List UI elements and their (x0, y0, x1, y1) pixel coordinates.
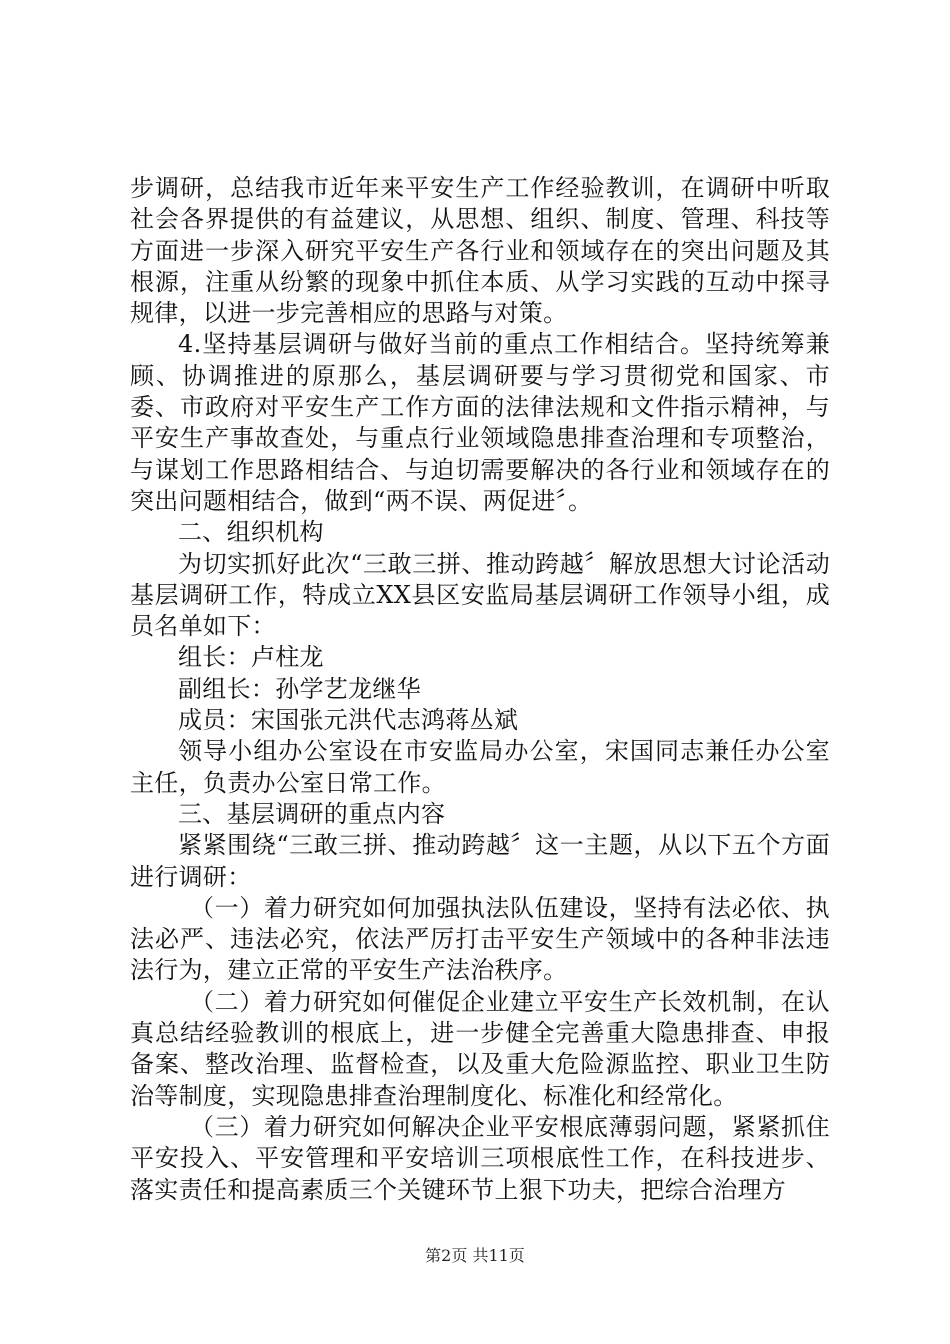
document-body (130, 173, 830, 1206)
paragraph-organization-intro: 为切实抓好此次“三敢三拼、推动跨越〞解放思想大讨论活动基层调研工作，特成立XX县区安监局基层调研工作领导小组，成员名单如下： (130, 549, 830, 641)
paragraph-continuation: 步调研，总结我市近年来平安生产工作经验教训，在调研中听取社会各界提供的有益建议，从思想、组织、制度、管理、科技等方面进一步深入研究平安生产各行业和领域存在的突出问题及其根源，注重从纷繁的现象中抓住本质、从学习实践的互动中探寻规律，以进一步完善相应的思路与对策。 (130, 174, 830, 328)
members-line: 成员：宋国张元洪代志鸿蒋丛斌 (178, 706, 519, 735)
paragraph-point-3: （三）着力研究如何解决企业平安根底薄弱问题，紧紧抓住平安投入、平安管理和平安培训三项根底性工作，在科技进步、落实责任和提高素质三个关键环节上狠下功夫，把综合治理方 (130, 1112, 830, 1204)
deputy-leader-line: 副组长：孙学艺龙继华 (178, 674, 421, 703)
section-heading-key-content: 三、基层调研的重点内容 (178, 799, 446, 828)
paragraph-key-content-intro: 紧紧围绕“三敢三拼、推动跨越〞这一主题，从以下五个方面进行调研： (130, 831, 830, 891)
team-leader-line: 组长：卢柱龙 (178, 643, 324, 672)
paragraph-point-1: （一）着力研究如何加强执法队伍建设，坚持有法必依、执法必严、违法必究，依法严厉打击平安生产领域中的各种非法违法行为，建立正常的平安生产法治秩序。 (130, 893, 830, 985)
paragraph-item-4: 4.坚持基层调研与做好当前的重点工作相结合。坚持统筹兼顾、协调推进的原那么，基层调研要与学习贯彻党和国家、市委、市政府对平安生产工作方面的法律法规和文件指示精神，与平安生产事故查处，与重点行业领域隐患排查治理和专项整治，与谋划工作思路相结合、与迫切需要解决的各行业和领域存在的突出问题相结合，做到“两不误、两促进〞。 (130, 330, 830, 515)
section-heading-organization: 二、组织机构 (178, 518, 324, 547)
paragraph-office: 领导小组办公室设在市安监局办公室，宋国同志兼任办公室主任，负责办公室日常工作。 (130, 737, 830, 797)
paragraph-point-2: （二）着力研究如何催促企业建立平安生产长效机制，在认真总结经验教训的根底上，进一步健全完善重大隐患排查、申报备案、整改治理、监督检查，以及重大危险源监控、职业卫生防治等制度，实现隐患排查治理制度化、标准化和经常化。 (130, 987, 830, 1110)
page-footer: 第2页 共11页 (425, 1246, 525, 1265)
